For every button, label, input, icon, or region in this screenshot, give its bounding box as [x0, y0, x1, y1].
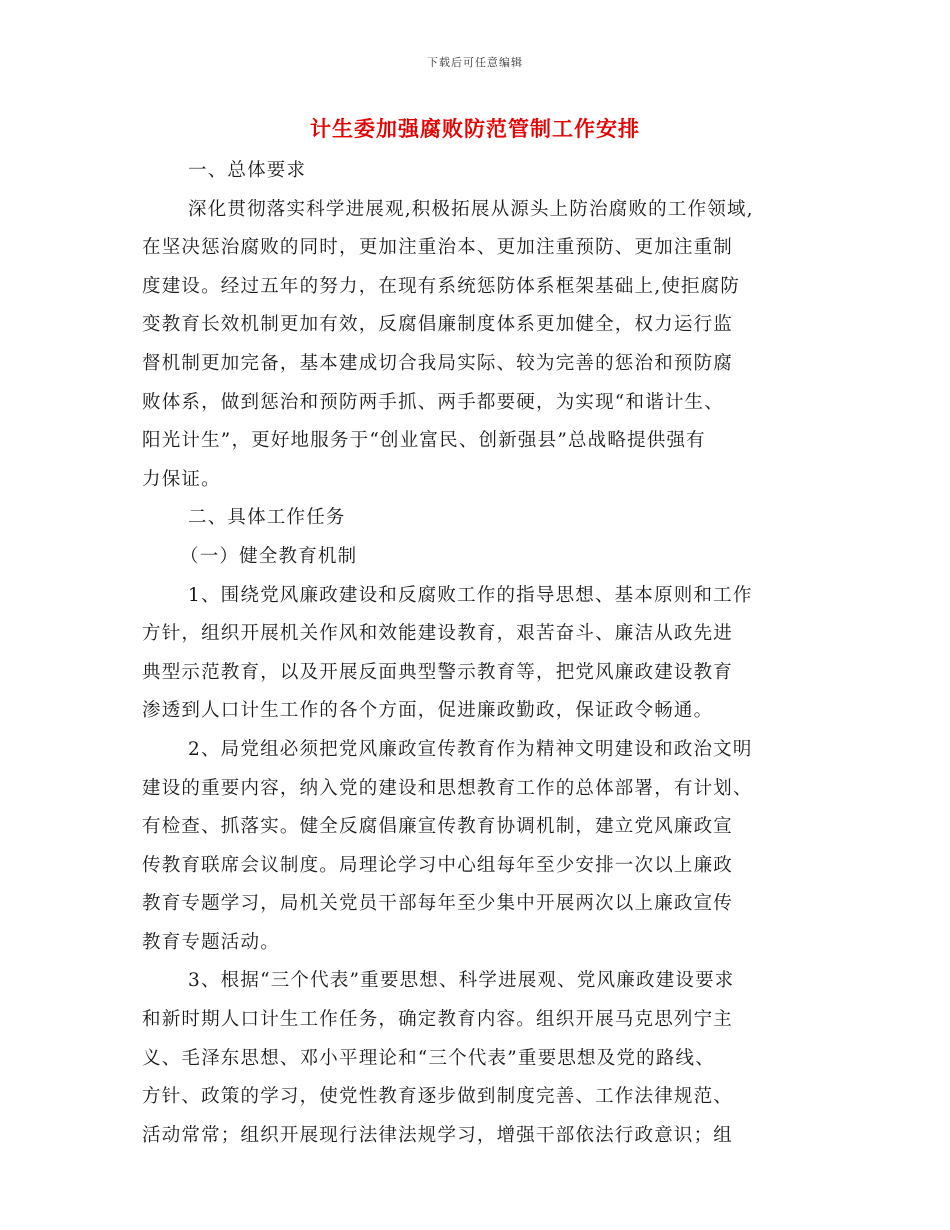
- text-line: 变教育长效机制更加有效，反腐倡廉制度体系更加健全，权力运行监: [142, 314, 734, 336]
- text-line: 教育专题活动。: [142, 931, 280, 953]
- document-title: 计生委加强腐败防范管制工作安排: [310, 116, 640, 141]
- text-line: 度建设。经过五年的努力，在现有系统惩防体系框架基础上,使拒腐防: [142, 275, 741, 297]
- text-line: 二、具体工作任务: [188, 507, 346, 529]
- text-line: 2、局党组必须把党风廉政宣传教育作为精神文明建设和政治文明: [188, 738, 753, 760]
- text-line: 3、根据“三个代表”重要思想、科学进展观、党风廉政建设要求: [188, 970, 735, 992]
- text-line: 方针，组织开展机关作风和效能建设教育，艰苦奋斗、廉洁从政先进: [142, 623, 734, 645]
- text-line: 深化贯彻落实科学进展观,积极拓展从源头上防治腐败的工作领域,: [188, 198, 754, 220]
- text-line: 义、毛泽东思想、邓小平理论和“三个代表”重要思想及党的路线、: [142, 1047, 715, 1069]
- text-line: 典型示范教育，以及开展反面典型警示教育等，把党风廉政建设教育: [142, 661, 734, 683]
- text-line: 阳光计生”，更好地服务于“创业富民、创新强县”总战略提供强有: [142, 430, 706, 452]
- text-line: 教育专题学习，局机关党员干部每年至少集中开展两次以上廉政宣传: [142, 893, 734, 915]
- text-line: 活动常常；组织开展现行法律法规学习，增强干部依法行政意识；组: [142, 1124, 734, 1146]
- text-line: 方针、政策的学习，使党性教育逐步做到制度完善、工作法律规范、: [142, 1086, 734, 1108]
- text-line: 在坚决惩治腐败的同时，更加注重治本、更加注重预防、更加注重制: [142, 237, 734, 259]
- text-line: 败体系，做到惩治和预防两手抓、两手都要硬，为实现“和谐计生、: [142, 391, 724, 413]
- text-line: 督机制更加完备，基本建成切合我局实际、较为完善的惩治和预防腐: [142, 352, 734, 374]
- text-line: 渗透到人口计生工作的各个方面，促进廉政勤政，保证政令畅通。: [142, 700, 714, 722]
- text-line: （一）健全教育机制: [180, 545, 358, 567]
- text-line: 和新时期人口计生工作任务，确定教育内容。组织开展马克思列宁主: [142, 1009, 734, 1031]
- text-line: 一、总体要求: [188, 160, 307, 181]
- document-body: [142, 152, 822, 1155]
- text-line: 传教育联席会议制度。局理论学习中心组每年至少安排一次以上廉政: [142, 854, 734, 876]
- text-line: 建设的重要内容，纳入党的建设和思想教育工作的总体部署，有计划、: [142, 777, 753, 799]
- text-line: 力保证。: [142, 468, 221, 490]
- header-note: 下载后可任意编辑: [427, 56, 523, 69]
- text-line: 有检查、抓落实。健全反腐倡廉宣传教育协调机制，建立党风廉政宣: [142, 816, 734, 838]
- text-line: 1、围绕党风廉政建设和反腐败工作的指导思想、基本原则和工作: [188, 584, 753, 606]
